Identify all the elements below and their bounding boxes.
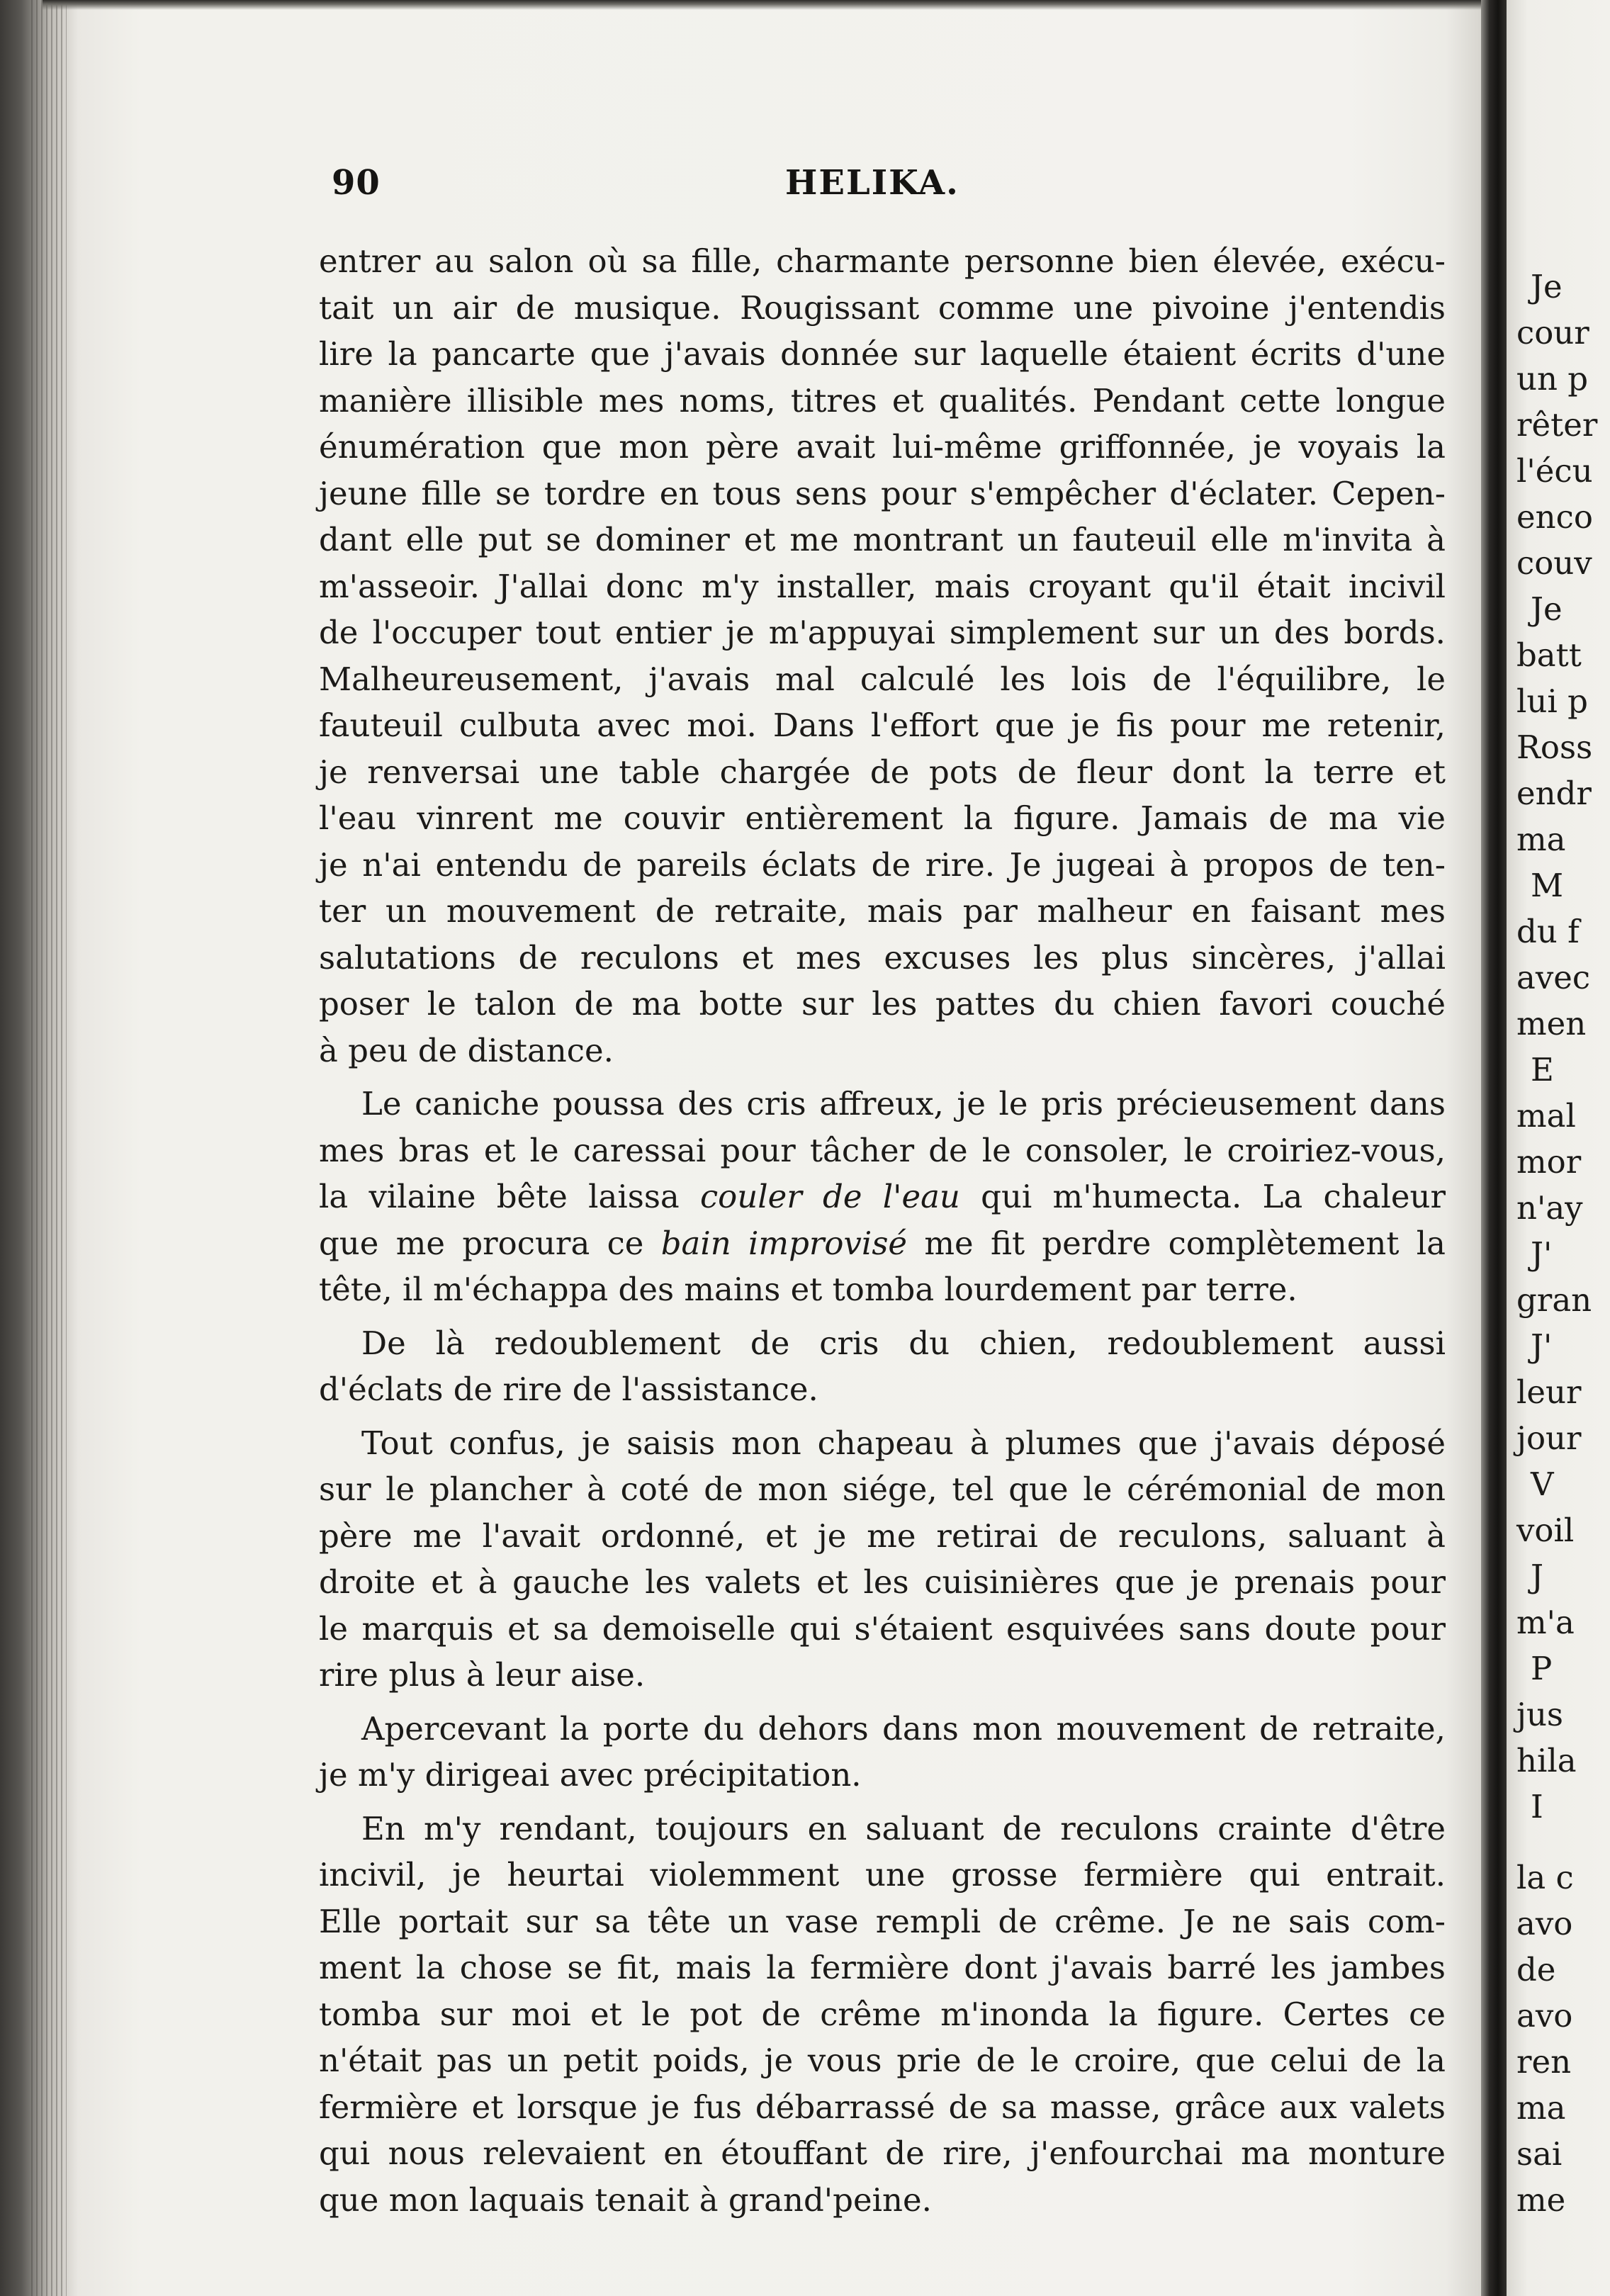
text-line: père me l'avait ordonné, et je me retirai de reculons, saluant à (319, 1516, 1446, 1555)
fragment-line: sai (1516, 2135, 1563, 2173)
paragraph-gap (319, 1799, 1446, 1806)
fragment-line: ren (1516, 2043, 1572, 2081)
fragment-line: Je (1531, 590, 1563, 628)
text-line: d'éclats de rire de l'assistance. (319, 1371, 818, 1408)
fragment-line: l'écu (1516, 452, 1593, 490)
text-line: rire plus à leur aise. (319, 1656, 646, 1694)
fragment-line: Ross (1516, 728, 1593, 766)
fragment-line: un p (1516, 360, 1589, 398)
fragment-line: lui p (1516, 682, 1588, 720)
text-line (319, 1220, 1446, 1267)
italic-phrase: bain improvisé (660, 1224, 908, 1262)
text-line: tait un air de musique. Rougissant comme une pivoine j'entendis (319, 288, 1446, 327)
text-line: n'était pas un petit poids, je vous prie de le croire, que celui de la (319, 2042, 1446, 2079)
text-run: la vilaine bête laissa (319, 1178, 700, 1215)
text-line: entrer au salon où sa fille, charmante personne bien élevée, exécu- (319, 242, 1446, 280)
text-line: ter un mouvement de retraite, mais par malheur en faisant mes (319, 892, 1446, 930)
text-line: je n'ai entendu de pareils éclats de rire. Je jugeai à propos de ten- (319, 845, 1446, 884)
text-line: droite et à gauche les valets et les cuisinières que je prenais pour (319, 1563, 1446, 1601)
text-line: incivil, je heurtai violemment une grosse fermière qui entrait. (319, 1856, 1446, 1893)
text-line: tête, il m'échappa des mains et tomba lourdement par terre. (319, 1271, 1297, 1308)
fragment-line: avo (1516, 1905, 1573, 1942)
text-line: lire la pancarte que j'avais donnée sur laquelle étaient écrits d'une (319, 335, 1446, 373)
text-line: En m'y rendant, toujours en saluant de reculons crainte d'être (361, 1809, 1446, 1847)
running-title: HELIKA. (785, 163, 959, 203)
paragraph-gap (319, 1413, 1446, 1420)
running-head (332, 157, 1458, 208)
text-line: je m'y dirigeai avec précipitation. (319, 1756, 862, 1794)
text-line: énumération que mon père avait lui-même griffonnée, je voyais la (319, 428, 1446, 466)
book-gutter (1481, 0, 1509, 2296)
text-line: De là redoublement de cris du chien, redoublement aussi (361, 1324, 1446, 1362)
next-page-partial (1507, 0, 1610, 2296)
fragment-line: I (1531, 1788, 1543, 1825)
fragment-line: Je (1531, 268, 1563, 305)
paragraph-gap (319, 1074, 1446, 1081)
fragment-line: P (1531, 1650, 1553, 1687)
text-line: fauteuil culbuta avec moi. Dans l'effort que je fis pour me retenir, (319, 707, 1446, 744)
text-line: Apercevant la porte du dehors dans mon mouvement de retraite, (361, 1709, 1446, 1748)
fragment-line: n'ay (1516, 1189, 1583, 1227)
top-page-edge (43, 0, 1481, 10)
fragment-line: rêter (1516, 406, 1598, 444)
text-run: me fit perdre complètement la (907, 1224, 1446, 1262)
text-line: qui nous relevaient en étouffant de rire, j'enfourchai ma monture (319, 2134, 1446, 2172)
fragment-line: enco (1516, 498, 1593, 536)
text-line: à peu de distance. (319, 1031, 614, 1069)
paragraph-gap (319, 1699, 1446, 1706)
text-run: qui m'humecta. La chaleur (959, 1178, 1446, 1215)
fragment-line: avec (1516, 959, 1591, 996)
text-line (319, 1174, 1446, 1220)
text-line: ment la chose se fit, mais la fermière dont j'avais barré les jambes (319, 1949, 1446, 1986)
fragment-line: me (1516, 2181, 1566, 2219)
page-number: 90 (332, 163, 381, 203)
fragment-line: men (1516, 1005, 1587, 1042)
paragraph-5 (319, 1706, 1446, 1799)
fragment-line: ma (1516, 821, 1566, 858)
text-line: salutations de reculons et mes excuses les plus sincères, j'allai (319, 938, 1446, 977)
text-line: Elle portait sur sa tête un vase rempli de crême. Je ne sais com- (319, 1902, 1446, 1940)
text-line: le marquis et sa demoiselle qui s'étaient esquivées sans doute pour (319, 1609, 1446, 1648)
fragment-line: cour (1516, 314, 1589, 351)
text-line: Tout confus, je saisis mon chapeau à plumes que j'avais déposé (361, 1424, 1446, 1462)
fragment-line: J (1531, 1558, 1544, 1595)
text-line: que mon laquais tenait à grand'peine. (319, 2180, 932, 2219)
fragment-line: jour (1516, 1419, 1582, 1457)
text-line: sur le plancher à coté de mon siége, tel que le cérémonial de mon (319, 1470, 1446, 1508)
text-line: de l'occuper tout entier je m'appuyai simplement sur un des bords. (319, 614, 1446, 651)
page-stack-edge (31, 0, 67, 2296)
text-line: l'eau vinrent me couvir entièrement la figure. Jamais de ma vie (319, 799, 1446, 837)
text-line: tomba sur moi et le pot de crême m'inonda la figure. Certes ce (319, 1995, 1446, 2033)
text-line: jeune fille se tordre en tous sens pour s'empêcher d'éclater. Cepen- (319, 474, 1446, 512)
text-line: m'asseoir. J'allai donc m'y installer, mais croyant qu'il était incivil (319, 567, 1446, 605)
italic-phrase: couler de l'eau (699, 1178, 960, 1215)
fragment-line: couv (1516, 544, 1592, 582)
fragment-line: avo (1516, 1997, 1573, 2035)
paragraph-4 (319, 1420, 1446, 1699)
fragment-line: voil (1516, 1512, 1575, 1549)
fragment-line: du f (1516, 913, 1580, 950)
fragment-line: gran (1516, 1281, 1592, 1319)
paragraph-6 (319, 1806, 1446, 2224)
body-text (319, 238, 1446, 2223)
fragment-line: jus (1516, 1696, 1564, 1733)
paragraph-gap (319, 1313, 1446, 1320)
text-line: Malheureusement, j'avais mal calculé les lois de l'équilibre, le (319, 660, 1446, 698)
fragment-line: V (1531, 1465, 1554, 1503)
fragment-line: mal (1516, 1097, 1576, 1135)
fragment-line: hila (1516, 1742, 1577, 1779)
text-line: Le caniche poussa des cris affreux, je le pris précieusement dans (361, 1085, 1446, 1122)
text-line: dant elle put se dominer et me montrant un fauteuil elle m'invita à (319, 521, 1446, 558)
text-line: mes bras et le caressai pour tâcher de le consoler, le croiriez-vous, (319, 1131, 1446, 1169)
paragraph-1 (319, 238, 1446, 1074)
fragment-line: J' (1531, 1235, 1553, 1273)
fragment-line: batt (1516, 636, 1582, 674)
fragment-line: M (1531, 867, 1564, 904)
paragraph-3 (319, 1320, 1446, 1413)
fragment-line: la c (1516, 1859, 1574, 1896)
text-line: manière illisible mes noms, titres et qualités. Pendant cette longue (319, 381, 1446, 420)
paragraph-2 (319, 1081, 1446, 1313)
fragment-line: ma (1516, 2089, 1566, 2127)
fragment-line: leur (1516, 1373, 1582, 1411)
text-line: poser le talon de ma botte sur les pattes du chien favori couché (319, 985, 1446, 1023)
text-run: que me procura ce (319, 1224, 661, 1262)
fragment-line: J' (1531, 1327, 1553, 1365)
fragment-line: endr (1516, 775, 1592, 812)
fragment-line: mor (1516, 1143, 1582, 1181)
text-line: je renversai une table chargée de pots de fleur dont la terre et (319, 753, 1446, 791)
fragment-line: E (1531, 1051, 1554, 1088)
fragment-line: m'a (1516, 1604, 1575, 1641)
text-line: fermière et lorsque je fus débarrassé de sa masse, grâce aux valets (319, 2088, 1446, 2126)
fragment-line: de (1516, 1951, 1556, 1988)
